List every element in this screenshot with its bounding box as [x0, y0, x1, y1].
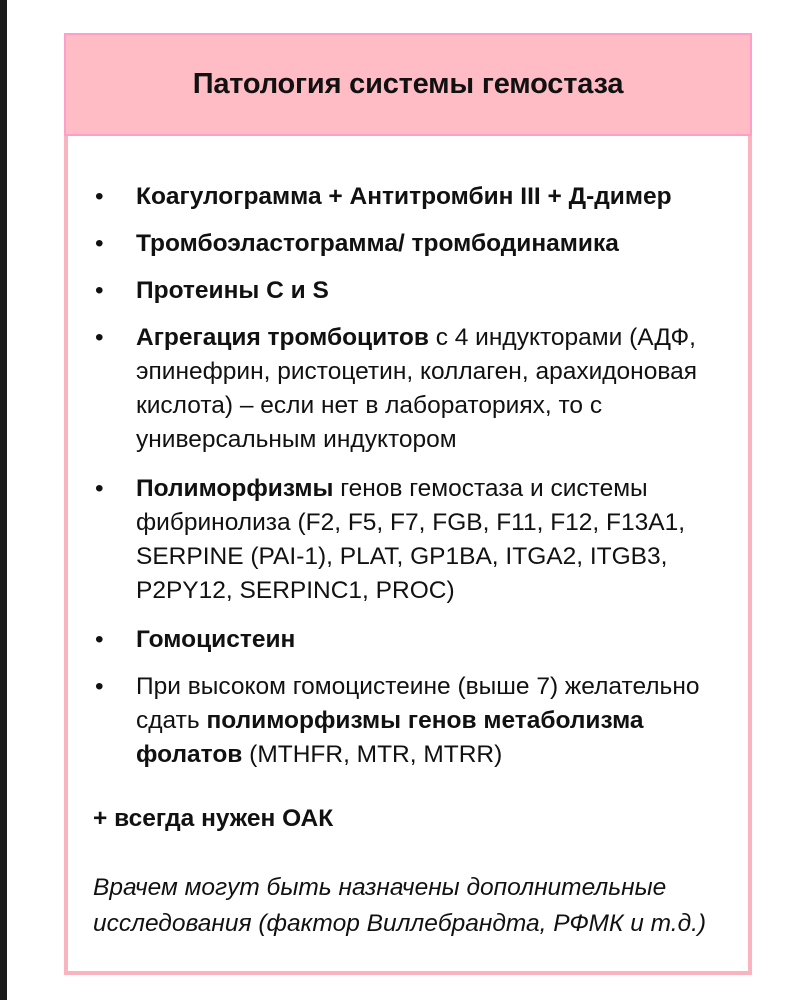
- list-item-text: [136, 230, 619, 257]
- list-item-platelet-aggregation: [93, 321, 726, 457]
- list-item-text: [136, 277, 329, 304]
- bullet-dot-icon: •: [95, 183, 104, 210]
- bullet-dot-icon: •: [95, 277, 104, 304]
- text-segment: с 4 индукторами (АДФ, эпинефрин, ристоцетин, коллаген, арахидоновая кислота) – если нет в лабораториях, то с универсальным индуктором: [136, 324, 697, 453]
- footer-note: Врачем могут быть назначены дополнительные исследования (фактор Виллебрандта, РФМК и т.д.): [93, 874, 707, 937]
- slide-card-content: [64, 33, 752, 975]
- list-item-text: [136, 626, 295, 653]
- text-segment: полиморфизмы генов метаболизма фолатов: [136, 707, 644, 768]
- list-item-thromboelastogram: [93, 227, 726, 261]
- bullet-dot-icon: •: [95, 324, 104, 351]
- card-body: [68, 136, 748, 971]
- text-segment: Коагулограмма + Антитромбин III + Д-димер: [136, 183, 672, 210]
- list-item-text: [136, 183, 672, 210]
- list-item-text: [136, 673, 699, 768]
- left-edge-strip: [0, 0, 7, 1000]
- checklist: [93, 180, 726, 772]
- text-segment: Гомоцистеин: [136, 626, 296, 653]
- text-segment: Агрегация тромбоцитов: [136, 324, 429, 351]
- text-segment: (MTHFR, MTR, MTRR): [242, 741, 503, 768]
- text-segment: Полиморфизмы: [136, 475, 334, 502]
- list-item-folate-metabolism: [93, 670, 726, 772]
- bullet-dot-icon: •: [95, 673, 104, 700]
- list-item-text: [136, 324, 697, 453]
- list-item-homocysteine: [93, 623, 726, 657]
- always-required-note: + всегда нужен ОАК: [93, 805, 334, 832]
- text-segment: При высоком гомоцистеине (выше 7) желательно сдать: [136, 673, 700, 734]
- page-title: Патология системы гемостаза: [192, 67, 624, 100]
- list-item-gene-polymorphisms: [93, 472, 726, 608]
- text-segment: Протеины C и S: [136, 277, 329, 304]
- list-item-text: [136, 475, 685, 604]
- list-item-coagulogram: [93, 180, 726, 214]
- list-item-proteins-c-s: [93, 274, 726, 308]
- bullet-dot-icon: •: [95, 230, 104, 257]
- text-segment: Тромбоэластограмма/ тромбодинамика: [136, 230, 619, 257]
- bullet-dot-icon: •: [95, 626, 104, 653]
- text-segment: генов гемостаза и системы фибринолиза (F2, F5, F7, FGB, F11, F12, F13A1, SERPINE (PAI-1), PLAT, GP1BA, ITGA2, ITGB3, P2PY12, SERPINC1, PROC): [136, 475, 686, 604]
- bullet-dot-icon: •: [95, 475, 104, 502]
